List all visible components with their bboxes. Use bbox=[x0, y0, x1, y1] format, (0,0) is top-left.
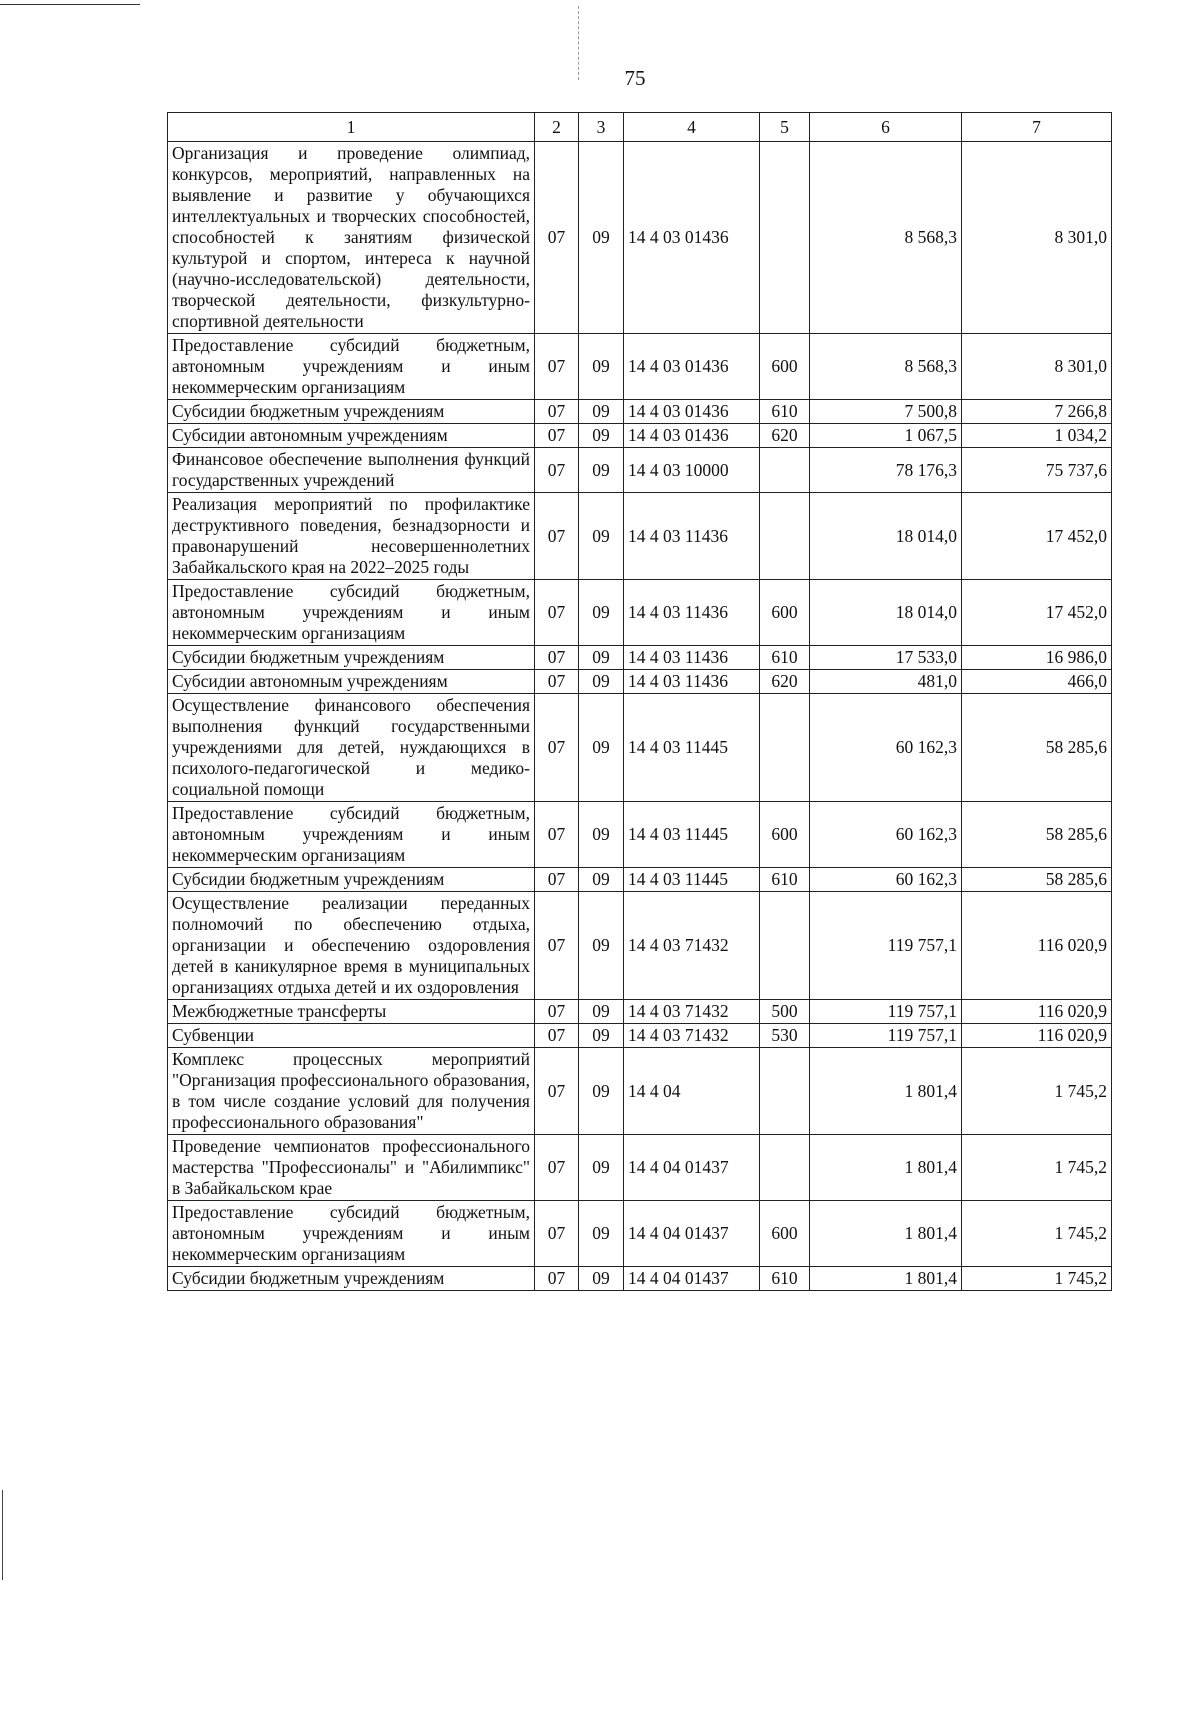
row-subsection-cell: 09 bbox=[579, 670, 624, 694]
header-cell-7: 7 bbox=[962, 113, 1112, 142]
header-cell-2: 2 bbox=[535, 113, 579, 142]
row-expense-type-cell: 600 bbox=[760, 1201, 810, 1267]
row-amount-col7-cell: 58 285,6 bbox=[962, 868, 1112, 892]
row-subsection-cell: 09 bbox=[579, 448, 624, 493]
row-expense-type-cell: 620 bbox=[760, 424, 810, 448]
header-cell-4: 4 bbox=[624, 113, 760, 142]
row-name-cell: Субсидии бюджетным учреждениям bbox=[168, 646, 535, 670]
row-section-cell: 07 bbox=[535, 493, 579, 580]
row-section-cell: 07 bbox=[535, 580, 579, 646]
row-amount-col6-cell: 119 757,1 bbox=[810, 1000, 962, 1024]
row-subsection-cell: 09 bbox=[579, 646, 624, 670]
row-amount-col6-cell: 1 801,4 bbox=[810, 1267, 962, 1291]
row-subsection-cell: 09 bbox=[579, 334, 624, 400]
row-name-cell: Организация и проведение олимпиад, конкурсов, мероприятий, направленных на выявление и развитие у обучающихся интеллектуальных и творческих способностей, способностей к занятиям физической культурой и спортом, интереса к научной (научно-исследовательской) деятельности, творческой деятельности, физкультурно-спортивной деятельности bbox=[168, 142, 535, 334]
row-section-cell: 07 bbox=[535, 1024, 579, 1048]
row-expense-type-cell: 610 bbox=[760, 1267, 810, 1291]
table-row bbox=[168, 1135, 1112, 1201]
table-row bbox=[168, 1000, 1112, 1024]
row-subsection-cell: 09 bbox=[579, 400, 624, 424]
table-row bbox=[168, 400, 1112, 424]
row-section-cell: 07 bbox=[535, 400, 579, 424]
table-row bbox=[168, 868, 1112, 892]
budget-table bbox=[167, 112, 1112, 1291]
row-section-cell: 07 bbox=[535, 694, 579, 802]
row-amount-col7-cell: 58 285,6 bbox=[962, 802, 1112, 868]
header-row bbox=[168, 113, 1112, 142]
row-subsection-cell: 09 bbox=[579, 424, 624, 448]
table-row bbox=[168, 694, 1112, 802]
row-amount-col7-cell: 1 034,2 bbox=[962, 424, 1112, 448]
row-subsection-cell: 09 bbox=[579, 1201, 624, 1267]
row-expense-type-cell bbox=[760, 892, 810, 1000]
row-target-code-cell: 14 4 03 71432 bbox=[624, 1024, 760, 1048]
row-subsection-cell: 09 bbox=[579, 1135, 624, 1201]
row-section-cell: 07 bbox=[535, 802, 579, 868]
row-section-cell: 07 bbox=[535, 1135, 579, 1201]
row-expense-type-cell: 600 bbox=[760, 802, 810, 868]
row-section-cell: 07 bbox=[535, 334, 579, 400]
table-row bbox=[168, 1267, 1112, 1291]
row-name-cell: Финансовое обеспечение выполнения функций государственных учреждений bbox=[168, 448, 535, 493]
row-expense-type-cell: 530 bbox=[760, 1024, 810, 1048]
row-target-code-cell: 14 4 04 01437 bbox=[624, 1135, 760, 1201]
row-name-cell: Предоставление субсидий бюджетным, автономным учреждениям и иным некоммерческим организациям bbox=[168, 1201, 535, 1267]
row-amount-col6-cell: 78 176,3 bbox=[810, 448, 962, 493]
row-target-code-cell: 14 4 03 11445 bbox=[624, 694, 760, 802]
row-subsection-cell: 09 bbox=[579, 1024, 624, 1048]
row-amount-col6-cell: 1 801,4 bbox=[810, 1135, 962, 1201]
row-expense-type-cell: 610 bbox=[760, 400, 810, 424]
row-amount-col7-cell: 1 745,2 bbox=[962, 1135, 1112, 1201]
row-subsection-cell: 09 bbox=[579, 802, 624, 868]
row-section-cell: 07 bbox=[535, 448, 579, 493]
row-expense-type-cell: 610 bbox=[760, 646, 810, 670]
table-body bbox=[168, 142, 1112, 1291]
row-target-code-cell: 14 4 03 71432 bbox=[624, 1000, 760, 1024]
row-target-code-cell: 14 4 03 11436 bbox=[624, 580, 760, 646]
row-name-cell: Проведение чемпионатов профессионального мастерства "Профессионалы" и "Абилимпикс" в Забайкальском крае bbox=[168, 1135, 535, 1201]
row-amount-col7-cell: 8 301,0 bbox=[962, 142, 1112, 334]
header-cell-1: 1 bbox=[168, 113, 535, 142]
row-name-cell: Осуществление реализации переданных полномочий по обеспечению отдыха, организации и обеспечению оздоровления детей в каникулярное время в муниципальных организациях отдыха детей и их оздоровления bbox=[168, 892, 535, 1000]
row-subsection-cell: 09 bbox=[579, 694, 624, 802]
row-name-cell: Предоставление субсидий бюджетным, автономным учреждениям и иным некоммерческим организациям bbox=[168, 802, 535, 868]
row-name-cell: Межбюджетные трансферты bbox=[168, 1000, 535, 1024]
row-name-cell: Реализация мероприятий по профилактике деструктивного поведения, безнадзорности и правонарушений несовершеннолетних Забайкальского края на 2022–2025 годы bbox=[168, 493, 535, 580]
row-target-code-cell: 14 4 03 11436 bbox=[624, 493, 760, 580]
table-row bbox=[168, 142, 1112, 334]
row-amount-col6-cell: 18 014,0 bbox=[810, 580, 962, 646]
row-target-code-cell: 14 4 03 01436 bbox=[624, 142, 760, 334]
row-amount-col6-cell: 8 568,3 bbox=[810, 142, 962, 334]
scan-artifact-line bbox=[0, 4, 140, 5]
row-subsection-cell: 09 bbox=[579, 580, 624, 646]
row-expense-type-cell bbox=[760, 142, 810, 334]
row-subsection-cell: 09 bbox=[579, 1048, 624, 1135]
table-row bbox=[168, 1048, 1112, 1135]
row-subsection-cell: 09 bbox=[579, 493, 624, 580]
row-amount-col7-cell: 17 452,0 bbox=[962, 493, 1112, 580]
table-row bbox=[168, 493, 1112, 580]
row-amount-col6-cell: 7 500,8 bbox=[810, 400, 962, 424]
row-amount-col7-cell: 1 745,2 bbox=[962, 1267, 1112, 1291]
row-amount-col6-cell: 119 757,1 bbox=[810, 892, 962, 1000]
header-cell-5: 5 bbox=[760, 113, 810, 142]
row-amount-col6-cell: 481,0 bbox=[810, 670, 962, 694]
row-amount-col7-cell: 116 020,9 bbox=[962, 892, 1112, 1000]
row-name-cell: Субсидии автономным учреждениям bbox=[168, 670, 535, 694]
row-amount-col7-cell: 116 020,9 bbox=[962, 1000, 1112, 1024]
row-section-cell: 07 bbox=[535, 1201, 579, 1267]
row-amount-col7-cell: 8 301,0 bbox=[962, 334, 1112, 400]
row-amount-col6-cell: 119 757,1 bbox=[810, 1024, 962, 1048]
row-expense-type-cell bbox=[760, 448, 810, 493]
row-amount-col7-cell: 17 452,0 bbox=[962, 580, 1112, 646]
row-amount-col7-cell: 466,0 bbox=[962, 670, 1112, 694]
scan-artifact-left-line bbox=[2, 1490, 3, 1580]
row-section-cell: 07 bbox=[535, 670, 579, 694]
row-target-code-cell: 14 4 04 01437 bbox=[624, 1201, 760, 1267]
row-amount-col6-cell: 8 568,3 bbox=[810, 334, 962, 400]
row-section-cell: 07 bbox=[535, 1267, 579, 1291]
row-expense-type-cell: 620 bbox=[760, 670, 810, 694]
table-row bbox=[168, 334, 1112, 400]
row-name-cell: Субвенции bbox=[168, 1024, 535, 1048]
row-name-cell: Субсидии бюджетным учреждениям bbox=[168, 1267, 535, 1291]
row-expense-type-cell: 600 bbox=[760, 580, 810, 646]
row-section-cell: 07 bbox=[535, 424, 579, 448]
row-section-cell: 07 bbox=[535, 892, 579, 1000]
table-row bbox=[168, 580, 1112, 646]
table-row bbox=[168, 670, 1112, 694]
row-amount-col7-cell: 58 285,6 bbox=[962, 694, 1112, 802]
table-row bbox=[168, 1201, 1112, 1267]
row-expense-type-cell bbox=[760, 1048, 810, 1135]
row-target-code-cell: 14 4 03 71432 bbox=[624, 892, 760, 1000]
row-name-cell: Комплекс процессных мероприятий "Организация профессионального образования, в том числе создание условий для получения профессионального образования" bbox=[168, 1048, 535, 1135]
row-expense-type-cell bbox=[760, 1135, 810, 1201]
row-subsection-cell: 09 bbox=[579, 1267, 624, 1291]
row-target-code-cell: 14 4 03 11445 bbox=[624, 868, 760, 892]
row-subsection-cell: 09 bbox=[579, 892, 624, 1000]
row-subsection-cell: 09 bbox=[579, 868, 624, 892]
row-amount-col6-cell: 1 067,5 bbox=[810, 424, 962, 448]
row-target-code-cell: 14 4 03 11436 bbox=[624, 670, 760, 694]
row-target-code-cell: 14 4 03 01436 bbox=[624, 334, 760, 400]
page-number: 75 bbox=[624, 66, 646, 90]
row-expense-type-cell: 610 bbox=[760, 868, 810, 892]
row-expense-type-cell: 600 bbox=[760, 334, 810, 400]
row-name-cell: Предоставление субсидий бюджетным, автономным учреждениям и иным некоммерческим организациям bbox=[168, 580, 535, 646]
row-amount-col6-cell: 60 162,3 bbox=[810, 802, 962, 868]
row-amount-col7-cell: 75 737,6 bbox=[962, 448, 1112, 493]
row-amount-col6-cell: 17 533,0 bbox=[810, 646, 962, 670]
table-row bbox=[168, 448, 1112, 493]
table-row bbox=[168, 1024, 1112, 1048]
row-name-cell: Субсидии автономным учреждениям bbox=[168, 424, 535, 448]
row-amount-col6-cell: 1 801,4 bbox=[810, 1048, 962, 1135]
row-target-code-cell: 14 4 03 11436 bbox=[624, 646, 760, 670]
row-section-cell: 07 bbox=[535, 142, 579, 334]
header-cell-6: 6 bbox=[810, 113, 962, 142]
table-row bbox=[168, 802, 1112, 868]
row-target-code-cell: 14 4 03 01436 bbox=[624, 400, 760, 424]
row-section-cell: 07 bbox=[535, 646, 579, 670]
row-amount-col6-cell: 60 162,3 bbox=[810, 694, 962, 802]
row-expense-type-cell: 500 bbox=[760, 1000, 810, 1024]
row-expense-type-cell bbox=[760, 694, 810, 802]
table-row bbox=[168, 892, 1112, 1000]
row-amount-col7-cell: 1 745,2 bbox=[962, 1201, 1112, 1267]
row-subsection-cell: 09 bbox=[579, 142, 624, 334]
row-section-cell: 07 bbox=[535, 868, 579, 892]
row-subsection-cell: 09 bbox=[579, 1000, 624, 1024]
row-target-code-cell: 14 4 03 10000 bbox=[624, 448, 760, 493]
row-target-code-cell: 14 4 03 01436 bbox=[624, 424, 760, 448]
row-target-code-cell: 14 4 03 11445 bbox=[624, 802, 760, 868]
table-row bbox=[168, 424, 1112, 448]
row-amount-col6-cell: 1 801,4 bbox=[810, 1201, 962, 1267]
header-cell-3: 3 bbox=[579, 113, 624, 142]
row-name-cell: Предоставление субсидий бюджетным, автономным учреждениям и иным некоммерческим организациям bbox=[168, 334, 535, 400]
row-target-code-cell: 14 4 04 01437 bbox=[624, 1267, 760, 1291]
row-target-code-cell: 14 4 04 bbox=[624, 1048, 760, 1135]
table-row bbox=[168, 646, 1112, 670]
row-amount-col7-cell: 16 986,0 bbox=[962, 646, 1112, 670]
row-expense-type-cell bbox=[760, 493, 810, 580]
row-section-cell: 07 bbox=[535, 1000, 579, 1024]
row-amount-col6-cell: 18 014,0 bbox=[810, 493, 962, 580]
row-name-cell: Субсидии бюджетным учреждениям bbox=[168, 400, 535, 424]
row-amount-col7-cell: 1 745,2 bbox=[962, 1048, 1112, 1135]
row-amount-col7-cell: 7 266,8 bbox=[962, 400, 1112, 424]
row-name-cell: Осуществление финансового обеспечения выполнения функций государственными учреждениями для детей, нуждающихся в психолого-педагогической и медико-социальной помощи bbox=[168, 694, 535, 802]
row-section-cell: 07 bbox=[535, 1048, 579, 1135]
row-amount-col7-cell: 116 020,9 bbox=[962, 1024, 1112, 1048]
row-amount-col6-cell: 60 162,3 bbox=[810, 868, 962, 892]
row-name-cell: Субсидии бюджетным учреждениям bbox=[168, 868, 535, 892]
